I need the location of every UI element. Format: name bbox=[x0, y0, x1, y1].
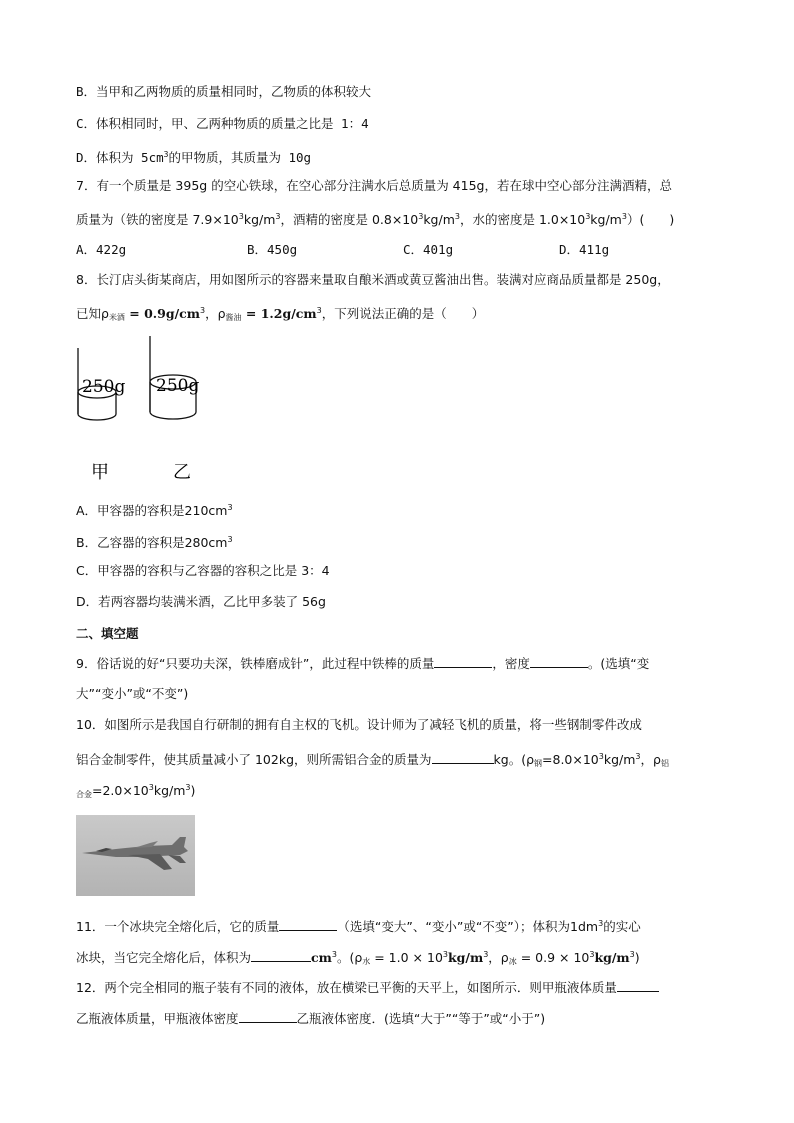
q11-blank-2[interactable] bbox=[251, 949, 311, 962]
q10-stem-line1: 10．如图所示是我国自行研制的拥有自主权的飞机。设计师为了减轻飞机的质量，将一些钢制零件改成 bbox=[76, 717, 642, 732]
containers-figure bbox=[70, 332, 240, 482]
container-right-label: 250g bbox=[156, 376, 200, 396]
q8-option-a: A．甲容器的容积是$210cm^3$ bbox=[76, 503, 233, 518]
q6-option-d: D．体积为 $5cm^3$的甲物质，其质量为 10g bbox=[76, 150, 312, 165]
q11-blank-1[interactable] bbox=[279, 918, 337, 931]
q8-stem-line1: 8．长汀店头街某商店，用如图所示的容器来量取自酿米酒或黄豆酱油出售。装满对应商品质量都是 250g， bbox=[76, 272, 670, 287]
q9-blank-1[interactable] bbox=[434, 655, 492, 668]
q8-stem-line2: 已知$\rho_{米酒} = 0.9g/cm^3$，$\rho_{酱油} = 1.2g/cm^3$，下列说法正确的是（ ） bbox=[76, 306, 485, 322]
q8-option-b: B．乙容器的容积是$280cm^3$ bbox=[76, 535, 233, 550]
q8-option-c: C．甲容器的容积与乙容器的容积之比是 3：4 bbox=[76, 563, 330, 578]
q12-stem-line2: 乙瓶液体质量，甲瓶液体密度 乙瓶液体密度．(选填“大于”“等于”或“小于”) bbox=[76, 1011, 546, 1026]
container-right-name: 乙 bbox=[173, 462, 191, 482]
q12-blank-2[interactable] bbox=[239, 1010, 297, 1023]
q12-stem-line1: 12．两个完全相同的瓶子装有不同的液体，放在横梁已平衡的天平上，如图所示．则甲瓶液体质量 bbox=[76, 979, 659, 996]
q9-stem-line1: 9．俗话说的好“只要功夫深，铁棒磨成针”，此过程中铁棒的质量 ，密度 。(选填“变 bbox=[76, 656, 650, 671]
q6-option-c: C．体积相同时，甲、乙两种物质的质量之比是 1：4 bbox=[76, 116, 369, 131]
q7-option-d: D．411g bbox=[559, 242, 610, 257]
q10-stem-line2: 铝合金制零件，使其质量减小了 102kg，则所需铝合金的质量为 kg。($\rho_钢=8.0\times 10^3kg/m^3$，$\rho_铝$ bbox=[76, 752, 669, 768]
q8-option-d: D．若两容器均装满米酒，乙比甲多装了 56g bbox=[76, 594, 326, 609]
q12-blank-1[interactable] bbox=[617, 979, 659, 992]
q7-option-b: B．450g bbox=[247, 242, 298, 257]
q10-blank[interactable] bbox=[432, 751, 494, 764]
container-left-name: 甲 bbox=[91, 462, 109, 482]
q10-stem-line3: $_{合金}=2.0\times 10^3kg/m^3$) bbox=[76, 783, 196, 799]
fighter-jet-photo bbox=[76, 815, 195, 896]
q7-option-a: A．422g bbox=[76, 242, 127, 257]
q9-blank-2[interactable] bbox=[530, 655, 588, 668]
q11-stem-line2: 冰块，当它完全熔化后，体积为 $cm^3$。($\rho_水 = 1.0 \times 10^3kg/m^3$，$\rho_冰 = 0.9 \times 10^3kg/m^3$) bbox=[76, 950, 640, 966]
q7-option-c: C．401g bbox=[403, 242, 454, 257]
q6-option-b: B．当甲和乙两物质的质量相同时，乙物质的体积较大 bbox=[76, 84, 372, 99]
q9-stem-line2: 大”“变小”或“不变”) bbox=[76, 686, 189, 701]
q7-stem-line2: 质量为（铁的密度是 $7.9\times 10^3kg/m^3$，酒精的密度是 $0.8\times 10^3kg/m^3$，水的密度是 $1.0\times 10^3kg/m^3$）( ) bbox=[76, 212, 675, 227]
fighter-jet-icon bbox=[76, 815, 195, 896]
container-left-label: 250g bbox=[82, 377, 126, 397]
q7-stem-line1: 7．有一个质量是 395g 的空心铁球，在空心部分注满水后总质量为 415g，若在球中空心部分注满酒精，总 bbox=[76, 178, 672, 193]
section-fill-in-blank-title: 二、填空题 bbox=[76, 626, 139, 641]
q11-stem-line1: 11．一个冰块完全熔化后，它的质量 （选填“变大”、“变小”或“不变”）；体积为$1dm^3$的实心 bbox=[76, 919, 641, 934]
